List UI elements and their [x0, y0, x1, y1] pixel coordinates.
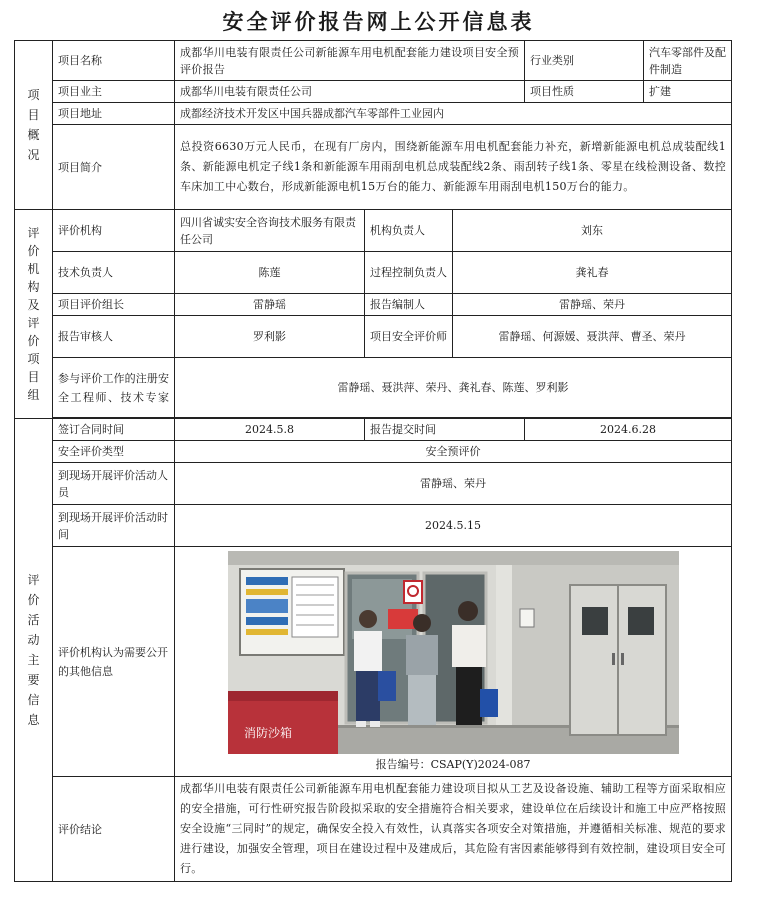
address-label: 项目地址 — [53, 103, 175, 125]
tech-head-value: 陈莲 — [175, 252, 365, 294]
row-time — [15, 505, 732, 547]
project-name-label: 项目名称 — [53, 41, 175, 81]
page-title: 安全评价报告网上公开信息表 — [222, 9, 535, 34]
row-dates — [15, 419, 732, 441]
time-value: 2024.5.15 — [175, 505, 732, 547]
site-photo-image — [228, 551, 679, 754]
row-owner — [15, 81, 732, 103]
row-team-leader — [15, 294, 732, 316]
row-agency — [15, 210, 732, 252]
team-leader-label: 项目评价组长 — [53, 294, 175, 316]
writer-label: 报告编制人 — [365, 294, 453, 316]
row-conclusion — [15, 777, 732, 882]
time-label: 到现场开展评价活动时间 — [53, 505, 175, 547]
reviewer-label: 报告审核人 — [53, 316, 175, 358]
submit-label: 报告提交时间 — [365, 419, 525, 441]
agency-head-value: 刘东 — [453, 210, 732, 252]
intro-value: 总投资6630万元人民币，在现有厂房内，围绕新能源车用电机配套能力补充，新增新能源电机总成装配线1条、新能源电机定子线1条和新能源车用雨刮电机总成装配线2条、雨刮转子线1条、零星在线检测设备、数控车床加工中心数台，形成新能源电机15万台的能力、新能源车用雨刮电机150万台的能力。 — [175, 125, 732, 210]
submit-value: 2024.6.28 — [525, 419, 732, 441]
section-org — [15, 210, 53, 419]
sandbox-sign: 消防沙箱 — [243, 726, 292, 740]
owner-label: 项目业主 — [53, 81, 175, 103]
row-intro — [15, 125, 732, 210]
staff-label: 到现场开展评价活动人员 — [53, 463, 175, 505]
agency-label: 评价机构 — [53, 210, 175, 252]
other-info-cell — [175, 547, 732, 777]
row-reviewer — [15, 316, 732, 358]
industry-label: 行业类别 — [525, 41, 644, 81]
address-value: 成都经济技术开发区中国兵器成都汽车零部件工业园内 — [175, 103, 732, 125]
team-leader-value: 雷静瑶 — [175, 294, 365, 316]
process-head-value: 龚礼春 — [453, 252, 732, 294]
other-info-label: 评价机构认为需要公开的其他信息 — [53, 547, 175, 777]
intro-label: 项目简介 — [53, 125, 175, 210]
contract-value: 2024.5.8 — [175, 419, 365, 441]
reviewer-value: 罗利影 — [175, 316, 365, 358]
conclusion-label: 评价结论 — [53, 777, 175, 882]
section-activity — [15, 419, 53, 882]
row-address — [15, 103, 732, 125]
row-tech-head — [15, 252, 732, 294]
industry-value: 汽车零部件及配件制造 — [644, 41, 732, 81]
type-value: 安全预评价 — [175, 441, 732, 463]
experts-label: 参与评价工作的注册安全工程师、技术专家 — [53, 358, 175, 418]
info-table — [14, 40, 732, 882]
section-overview-label: 项目概况 — [27, 88, 40, 162]
process-head-label: 过程控制负责人 — [365, 252, 453, 294]
site-photo — [228, 551, 679, 754]
nature-label: 项目性质 — [525, 81, 644, 103]
row-type — [15, 441, 732, 463]
section-overview — [15, 41, 53, 210]
agency-head-label: 机构负责人 — [365, 210, 453, 252]
row-experts — [15, 358, 732, 418]
experts-value: 雷静瑶、聂洪萍、荣丹、龚礼春、陈莲、罗利影 — [175, 358, 732, 418]
type-label: 安全评价类型 — [53, 441, 175, 463]
tech-head-label: 技术负责人 — [53, 252, 175, 294]
staff-value: 雷静瑶、荣丹 — [175, 463, 732, 505]
row-project-name — [15, 41, 732, 81]
contract-label: 签订合同时间 — [53, 419, 175, 441]
row-staff — [15, 463, 732, 505]
section-org-label: 评价机构及评价项目组 — [27, 226, 40, 402]
owner-value: 成都华川电装有限责任公司 — [175, 81, 525, 103]
project-name-value: 成都华川电装有限责任公司新能源车用电机配套能力建设项目安全预评价报告 — [175, 41, 525, 81]
nature-value: 扩建 — [644, 81, 732, 103]
agency-value: 四川省诚实安全咨询技术服务有限责任公司 — [175, 210, 365, 252]
section-activity-label: 评价活动主要信息 — [27, 573, 40, 727]
report-number: 报告编号：CSAP(Y)2024-087 — [375, 758, 531, 771]
conclusion-value: 成都华川电装有限责任公司新能源车用电机配套能力建设项目拟从工艺及设备设施、辅助工程等方面采取相应的安全措施，可行性研究报告阶段拟采取的安全措施符合相关要求，建设单位在后续设计和施工中应严格按照安全设施“三同时”的规定，确保安全投入有效性，认真落实各项安全对策措施，并遵循相关标准、规范的要求进行建设，加强安全管理，项目在建设过程中及建成后，其危险有害因素能够得到有效控制，建设项目安全可行。 — [175, 777, 732, 882]
writer-value: 雷静瑶、荣丹 — [453, 294, 732, 316]
evaluator-label: 项目安全评价师 — [365, 316, 453, 358]
row-other-info — [15, 547, 732, 777]
evaluator-value: 雷静瑶、何源媛、聂洪萍、曹圣、荣丹 — [453, 316, 732, 358]
